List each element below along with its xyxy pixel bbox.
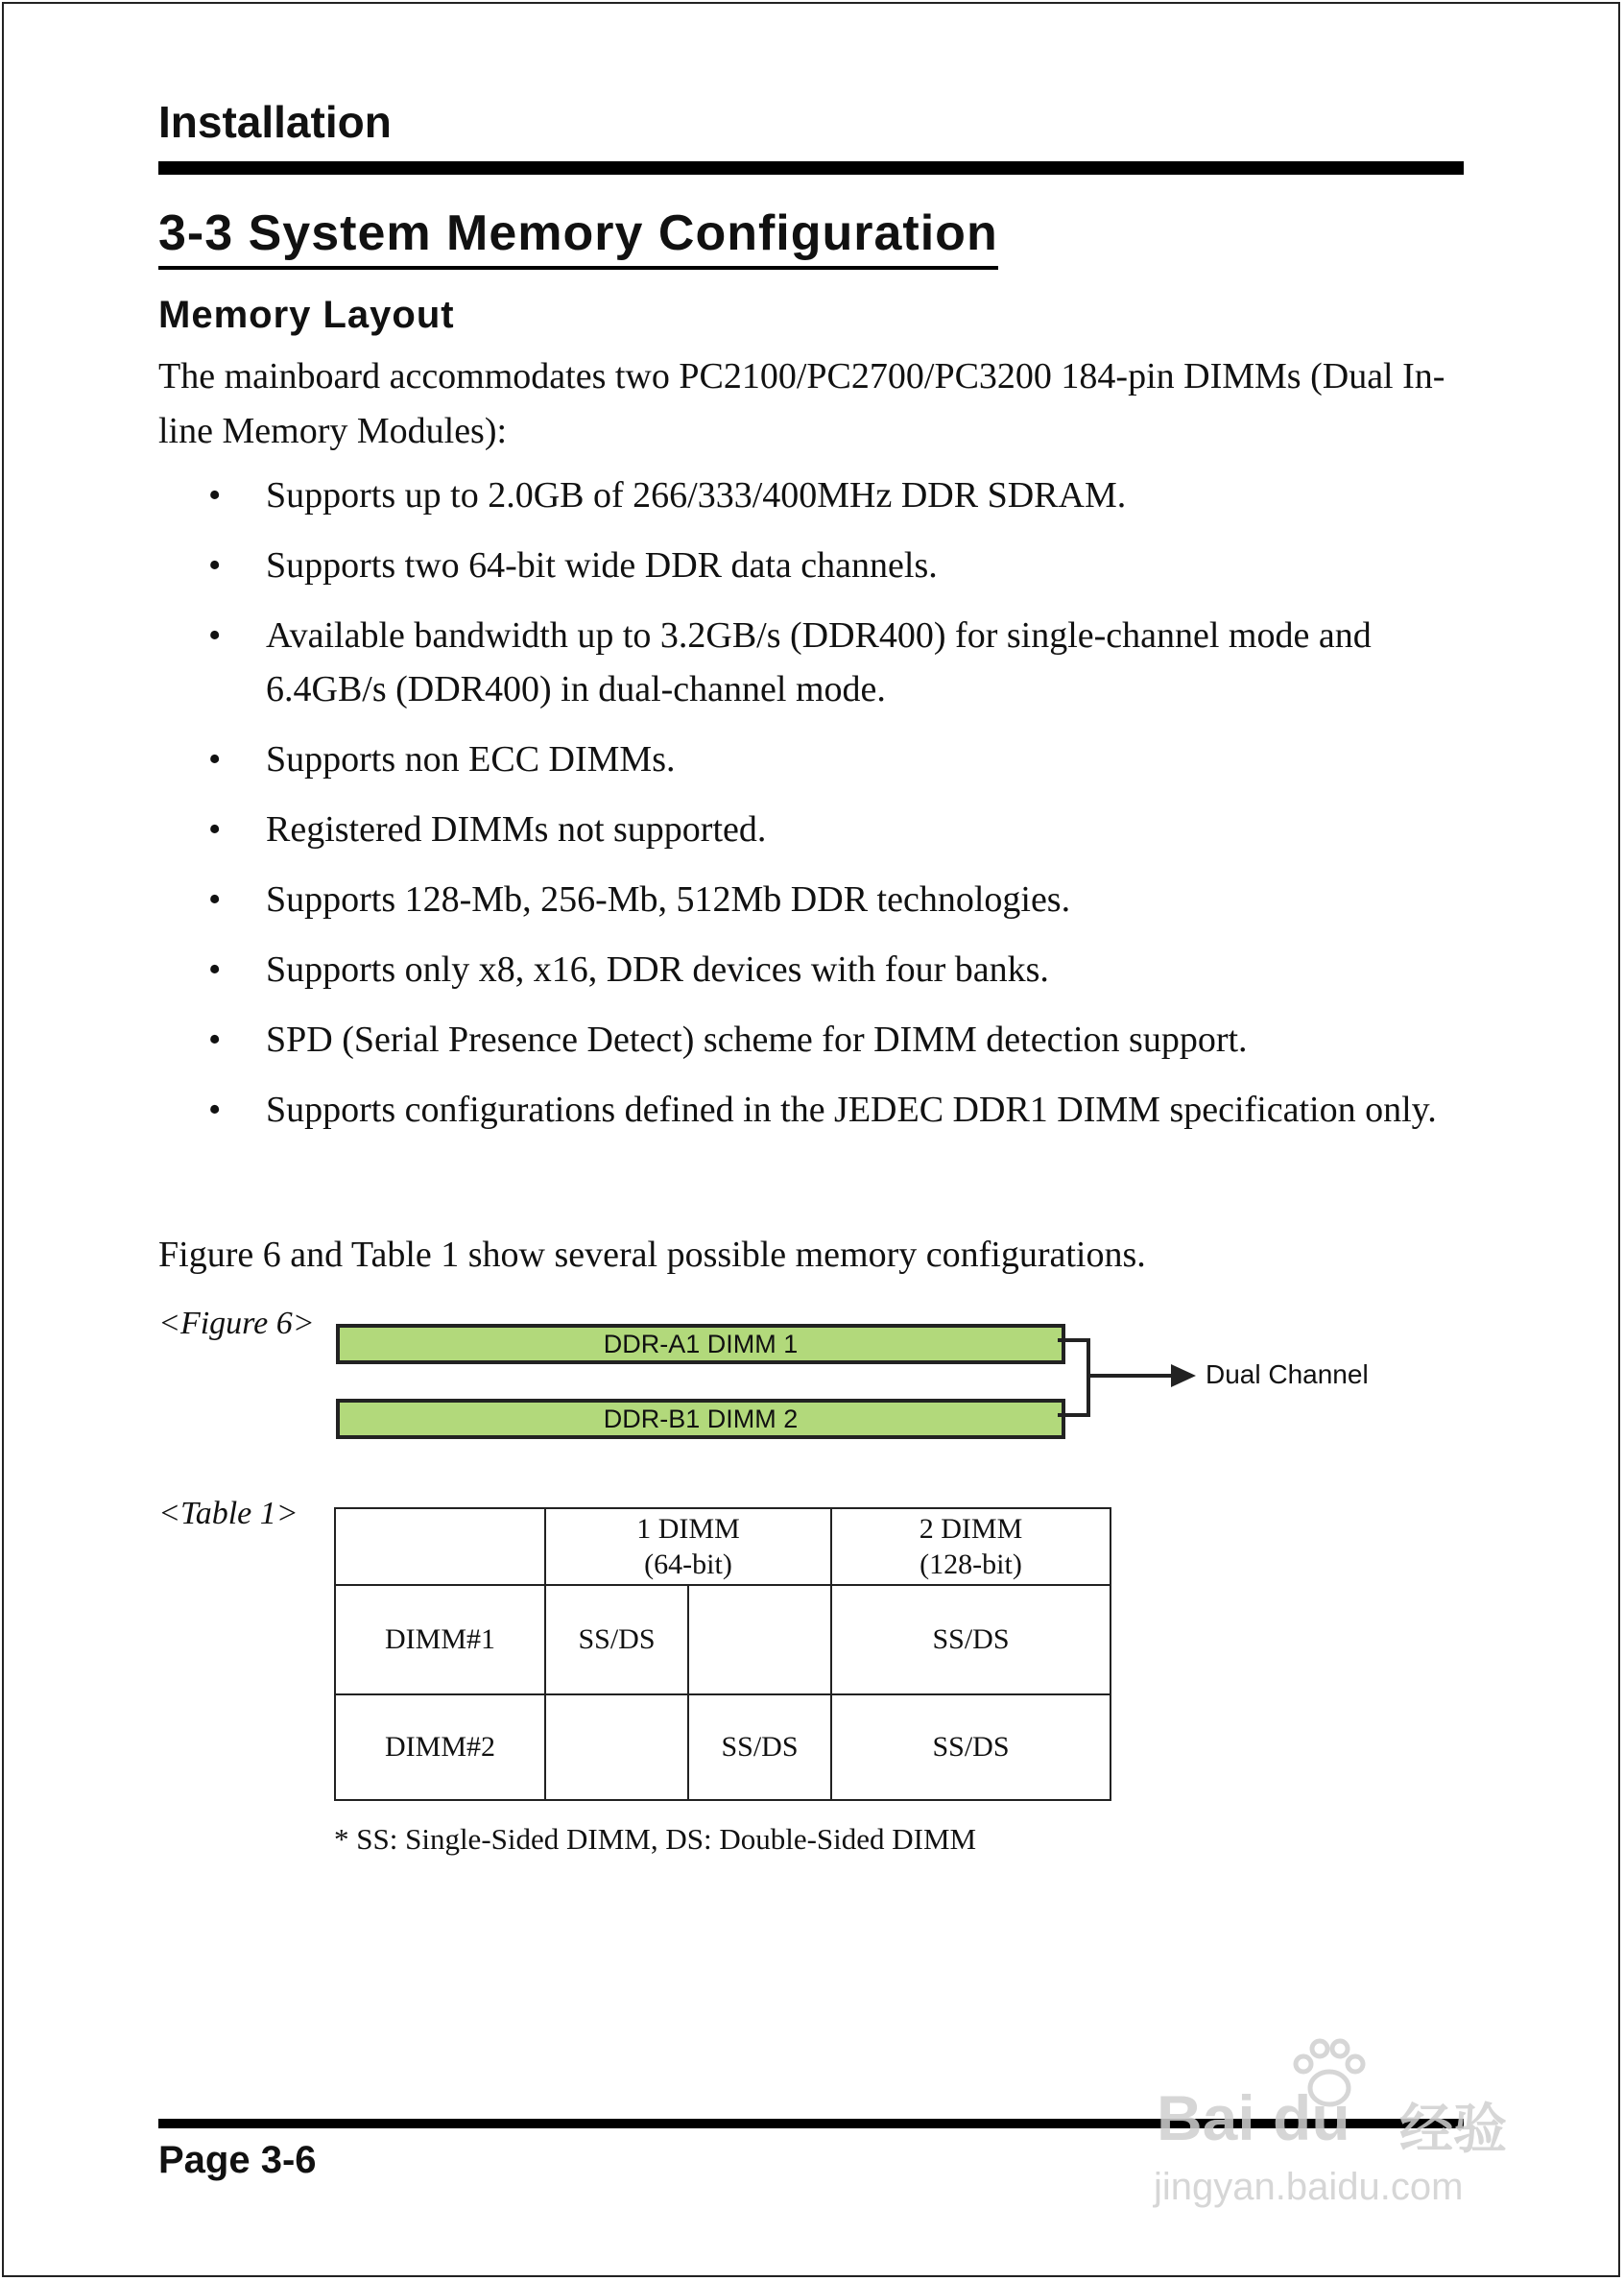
dimm-slot-b1: DDR-B1 DIMM 2: [336, 1399, 1065, 1439]
watermark-cn: 经验: [1399, 2099, 1507, 2159]
feature-list: [158, 468, 1445, 1153]
feature-item: • Supports 128-Mb, 256-Mb, 512Mb DDR technologies.: [158, 873, 1445, 926]
table-cell: SS/DS: [545, 1585, 688, 1694]
connector-line: [1058, 1338, 1090, 1342]
table-corner-cell: [335, 1508, 545, 1585]
feature-item: • SPD (Serial Presence Detect) scheme for DIMM detection support.: [158, 1013, 1445, 1067]
table-footnote: * SS: Single-Sided DIMM, DS: Double-Sided DIMM: [334, 1822, 977, 1856]
bullet-icon: •: [208, 475, 222, 516]
table-cell: SS/DS: [831, 1585, 1111, 1694]
arrow-right-icon: [1171, 1364, 1196, 1387]
row-label: DIMM#2: [335, 1694, 545, 1800]
table-cell: SS/DS: [831, 1694, 1111, 1800]
table-header-row: [335, 1508, 1111, 1585]
page-number: Page 3-6: [158, 2139, 317, 2181]
bullet-icon: •: [208, 809, 222, 850]
bullet-icon: •: [208, 545, 222, 586]
watermark-brand: Bai du: [1157, 2082, 1350, 2153]
feature-item: • Supports configurations defined in the JEDEC DDR1 DIMM specification only.: [158, 1083, 1445, 1137]
connector-line: [1087, 1338, 1090, 1417]
row-label: DIMM#1: [335, 1585, 545, 1694]
table-row: [335, 1585, 1111, 1694]
header-2-dimm: 2 DIMM (128-bit): [831, 1508, 1111, 1585]
connector-line: [1058, 1413, 1090, 1417]
connector-line: [1090, 1374, 1173, 1378]
intro-paragraph: The mainboard accommodates two PC2100/PC2700/PC3200 184-pin DIMMs (Dual In-line Memory Modules):: [158, 356, 1445, 451]
section-label: Installation: [158, 97, 392, 147]
feature-item: • Supports only x8, x16, DDR devices with four banks.: [158, 943, 1445, 996]
memory-layout-heading: Memory Layout: [158, 294, 455, 336]
feature-item: • Supports non ECC DIMMs.: [158, 732, 1445, 786]
figure-caption: <Figure 6>: [158, 1306, 315, 1341]
dimm-slot-a1: DDR-A1 DIMM 1: [336, 1324, 1065, 1364]
dual-channel-label: Dual Channel: [1206, 1359, 1369, 1389]
summary-paragraph: Figure 6 and Table 1 show several possible memory configurations.: [158, 1235, 1146, 1275]
table-cell: [688, 1585, 831, 1694]
bullet-icon: •: [208, 615, 222, 656]
table-cell: [545, 1694, 688, 1800]
bullet-icon: •: [208, 879, 222, 920]
bullet-icon: •: [208, 739, 222, 780]
bullet-icon: •: [208, 1020, 222, 1060]
memory-config-table: [334, 1507, 1111, 1801]
feature-item: • Registered DIMMs not supported.: [158, 803, 1445, 856]
bullet-icon: •: [208, 949, 222, 990]
chapter-title: 3-3 System Memory Configuration: [158, 204, 998, 270]
feature-item: • Available bandwidth up to 3.2GB/s (DDR400) for single-channel mode and 6.4GB/s (DDR400) in dual-channel mode.: [158, 609, 1445, 716]
feature-item: • Supports up to 2.0GB of 266/333/400MHz DDR SDRAM.: [158, 468, 1445, 522]
watermark-url: jingyan.baidu.com: [1154, 2166, 1464, 2208]
watermark: [1142, 2035, 1526, 2218]
top-rule: [158, 161, 1464, 175]
table-row: [335, 1694, 1111, 1800]
feature-item: • Supports two 64-bit wide DDR data channels.: [158, 539, 1445, 592]
table-cell: SS/DS: [688, 1694, 831, 1800]
bullet-icon: •: [208, 1090, 222, 1130]
header-1-dimm: 1 DIMM (64-bit): [545, 1508, 831, 1585]
table-caption: <Table 1>: [158, 1496, 299, 1531]
